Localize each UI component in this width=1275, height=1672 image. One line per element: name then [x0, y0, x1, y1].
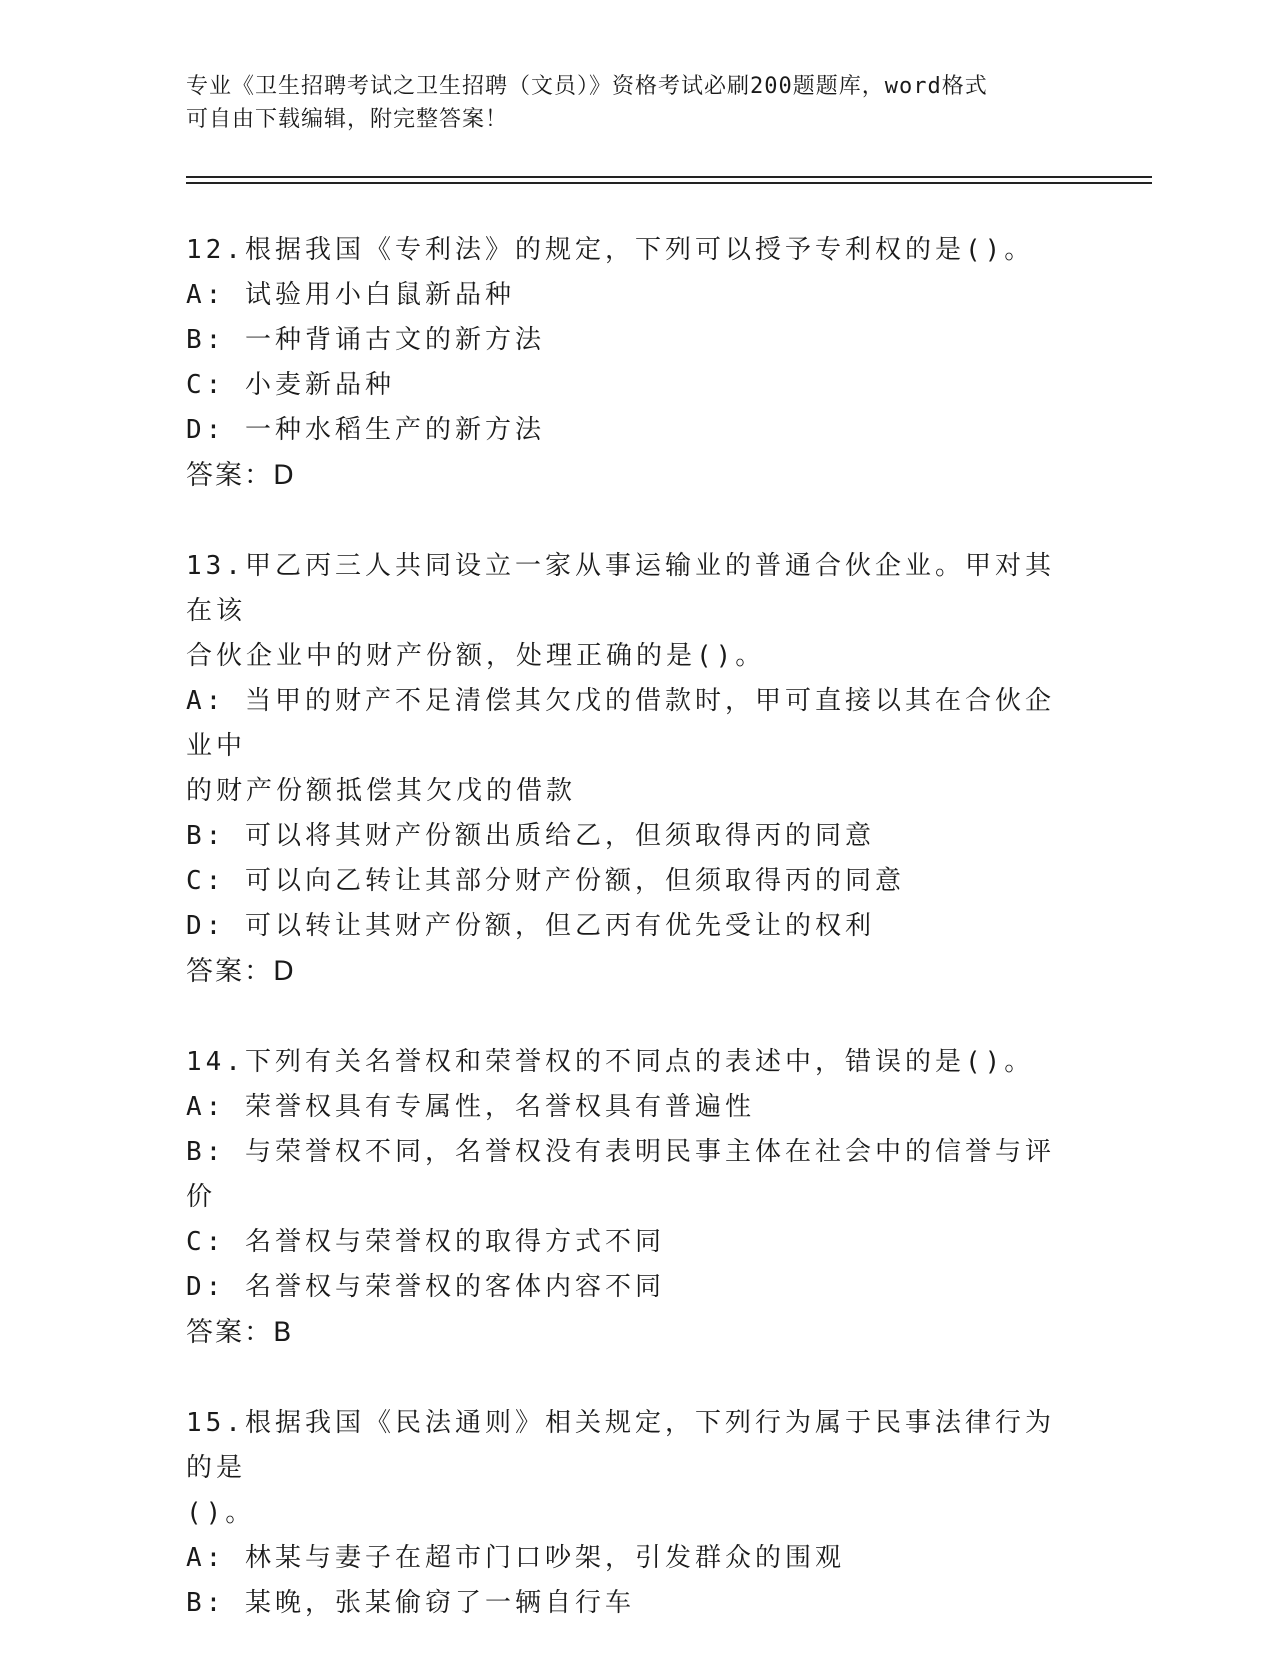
question-block: [186, 1040, 1066, 1355]
question-block: [186, 1401, 1066, 1626]
answer-option: A: 试验用小白鼠新品种: [186, 280, 515, 310]
question-block: [186, 544, 1066, 994]
answer-option: 的财产份额抵偿其欠戊的借款: [186, 776, 577, 806]
question-stem: 13.甲乙丙三人共同设立一家从事运输业的普通合伙企业。甲对其在该: [186, 551, 1055, 626]
answer-option: D: 可以转让其财产份额，但乙丙有优先受让的权利: [186, 911, 875, 941]
answer-option: B: 一种背诵古文的新方法: [186, 325, 545, 355]
header-line-1: 专业《卫生招聘考试之卫生招聘（文员）》资格考试必刷200题题库，word格式: [186, 74, 988, 99]
answer-option: B: 某晚，张某偷窃了一辆自行车: [186, 1588, 635, 1618]
question-stem: ()。: [186, 1498, 256, 1528]
answer-option: A: 荣誉权具有专属性，名誉权具有普遍性: [186, 1092, 755, 1122]
header-line-2: 可自由下载编辑，附完整答案！: [186, 107, 509, 132]
answer-option: C: 小麦新品种: [186, 370, 395, 400]
question-stem: 14.下列有关名誉权和荣誉权的不同点的表述中，错误的是()。: [186, 1047, 1035, 1077]
answer-option: A: 林某与妻子在超市门口吵架，引发群众的围观: [186, 1543, 845, 1573]
answer-option: D: 名誉权与荣誉权的客体内容不同: [186, 1272, 665, 1302]
question-stem: 15.根据我国《民法通则》相关规定，下列行为属于民事法律行为的是: [186, 1408, 1055, 1483]
answer-option: A: 当甲的财产不足清偿其欠戊的借款时，甲可直接以其在合伙企业中: [186, 686, 1055, 761]
question-block: [186, 228, 1066, 498]
answer-key: 答案：D: [186, 460, 296, 491]
document-header: [186, 70, 1066, 136]
answer-key: 答案：B: [186, 1317, 294, 1348]
answer-option: C: 名誉权与荣誉权的取得方式不同: [186, 1227, 665, 1257]
answer-key: 答案：D: [186, 956, 296, 987]
question-stem: 合伙企业中的财产份额，处理正确的是()。: [186, 641, 766, 671]
header-divider-bottom: [186, 182, 1152, 184]
answer-option: B: 可以将其财产份额出质给乙，但须取得丙的同意: [186, 821, 875, 851]
answer-option: C: 可以向乙转让其部分财产份额，但须取得丙的同意: [186, 866, 905, 896]
header-divider-top: [186, 176, 1152, 178]
answer-option: B: 与荣誉权不同，名誉权没有表明民事主体在社会中的信誉与评价: [186, 1137, 1055, 1212]
question-stem: 12.根据我国《专利法》的规定，下列可以授予专利权的是()。: [186, 235, 1035, 265]
question-list: [186, 228, 1066, 1672]
answer-option: D: 一种水稻生产的新方法: [186, 415, 545, 445]
